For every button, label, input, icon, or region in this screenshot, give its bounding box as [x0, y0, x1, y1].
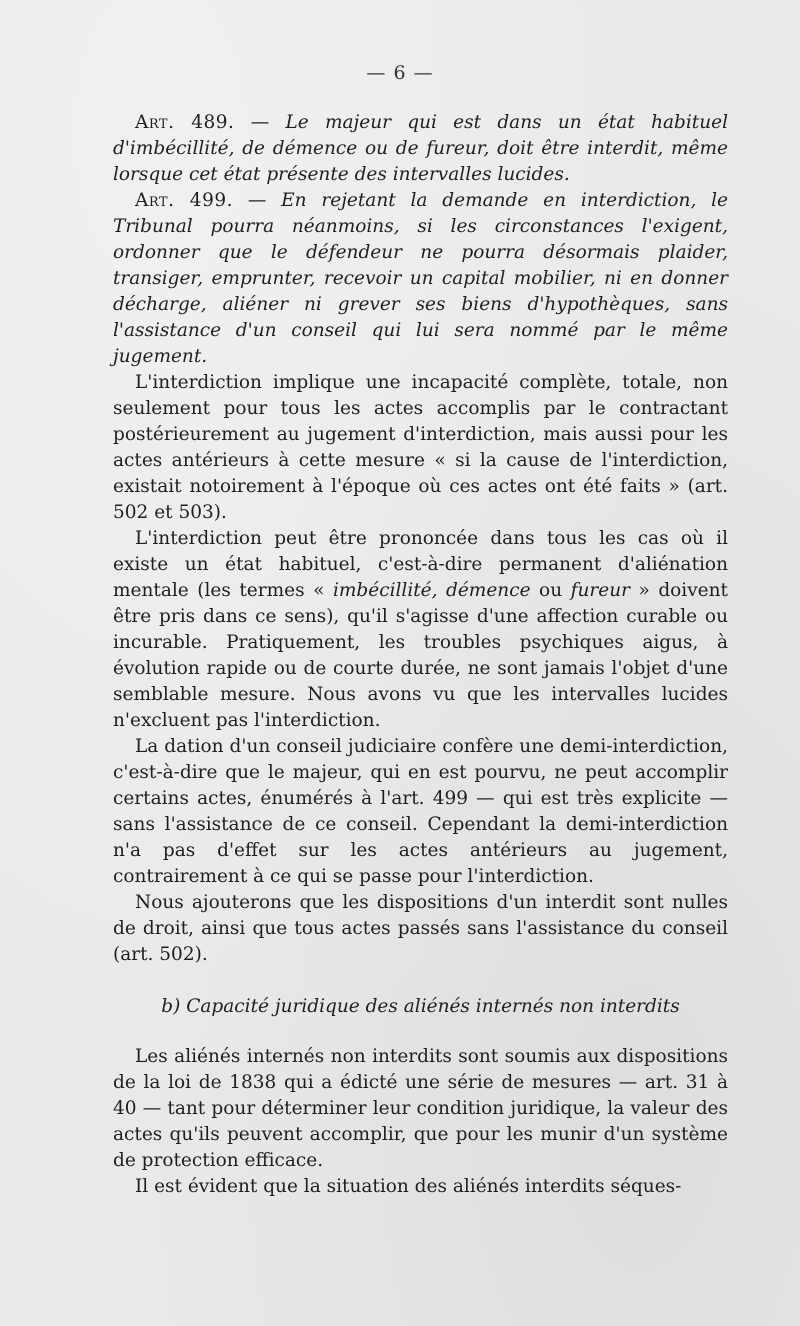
article-489-text: Le majeur qui est dans un état habituel d'imbécillité, de démence ou de fureur, doit être interdit, même lorsque cet état présente des intervalles lucides.: [113, 112, 728, 185]
paragraph-conseil-judiciaire: La dation d'un conseil judiciaire confère une demi-interdiction, c'est-à-dire que le majeur, qui en est pourvu, ne peut accomplir certains actes, énumérés à l'art. 499 — qui est très explicite — sans l'assistance de ce conseil. Cependant la demi-interdiction n'a pas d'effet sur les actes antérieurs au jugement, contrairement à ce qui se passe pour l'interdiction.: [113, 736, 728, 887]
paragraph-interdiction-scope: L'interdiction implique une incapacité complète, totale, non seulement pour tous les actes accomplis par le contractant postérieurement au jugement d'interdiction, mais aussi pour les actes antérieurs à cette mesure « si la cause de l'interdiction, existait notoirement à l'époque où ces actes ont été faits » (art. 502 et 503).: [113, 372, 728, 523]
body-text: [113, 110, 728, 1200]
paragraph-loi-1838: Les aliénés internés non interdits sont soumis aux dispositions de la loi de 1838 qui a édicté une série de mesures — art. 31 à 40 — tant pour déterminer leur condition juridique, la valeur des actes qu'ils peuvent accomplir, que pour les munir d'un système de protection efficace.: [113, 1046, 728, 1171]
paragraph-interdiction-cases-before: L'interdiction peut être prononcée dans tous les cas où il existe un état habituel, c'est-à-dire permanent d'aliénation mentale (les termes «: [113, 528, 728, 601]
paragraph-interdiction-cases-after: » doivent être pris dans ce sens), qu'il s'agisse d'une affection curable ou incurable. Pratiquement, les troubles psychiques aigus, à évolution rapide ou de courte durée, ne sont jamais l'objet d'une semblable mesure. Nous avons vu que les intervalles lucides n'excluent pas l'interdiction.: [113, 580, 728, 731]
article-489-label: Art. 489.: [135, 112, 235, 133]
article-489-dash: —: [234, 112, 286, 133]
term-fureur: fureur: [570, 580, 630, 601]
article-499: [113, 188, 728, 370]
paragraph-nullite: Nous ajouterons que les dispositions d'un interdit sont nulles de droit, ainsi que tous actes passés sans l'assistance du conseil (art. 502).: [113, 892, 728, 965]
paragraph-interdiction-cases: [113, 526, 728, 734]
section-heading: b) Capacité juridique des aliénés internés non interdits: [161, 996, 680, 1017]
article-499-text: En rejetant la demande en interdiction, le Tribunal pourra néanmoins, si les circonstances l'exigent, ordonner que le défendeur ne pourra désormais plaider, transiger, emprunter, recevoir un capital mobilier, ni en donner décharge, aliéner ni grever ses biens d'hypothèques, sans l'assistance d'un conseil qui lui sera nommé par le même jugement.: [113, 190, 729, 367]
paragraph-interdiction-cases-mid: ou: [530, 580, 571, 601]
paragraph-continuation: Il est évident que la situation des aliénés interdits séques-: [135, 1176, 682, 1197]
article-499-dash: —: [233, 190, 282, 211]
article-489: [113, 110, 728, 188]
page-number: — 6 —: [366, 62, 434, 84]
article-499-label: Art. 499.: [135, 190, 233, 211]
term-imbecillite-demence: imbécillité, démence: [332, 580, 531, 601]
